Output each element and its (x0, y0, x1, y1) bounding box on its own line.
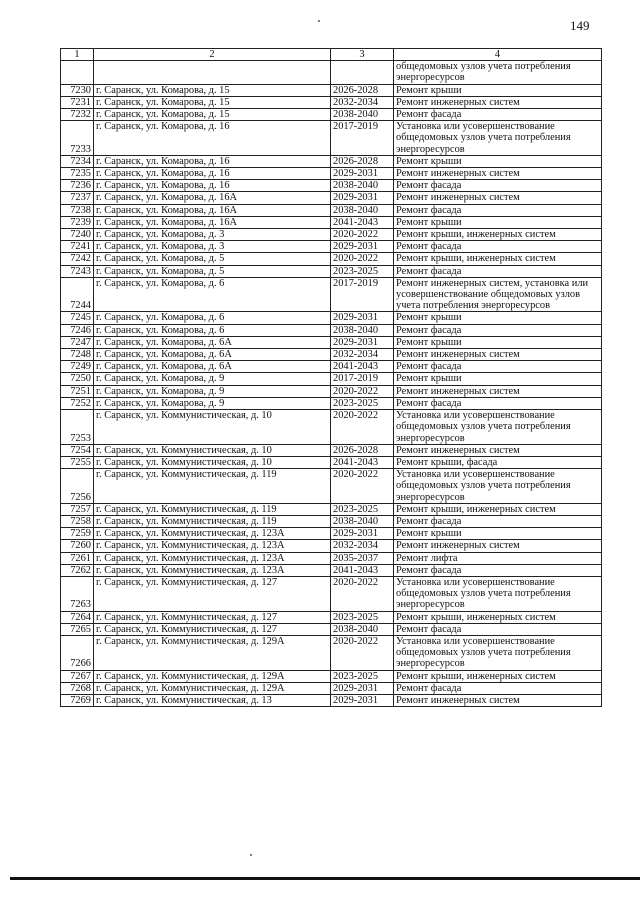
row-address: г. Саранск, ул. Коммунистическая, д. 119 (94, 515, 331, 527)
table-row (61, 312, 602, 324)
column-header-number: 1 (61, 49, 94, 61)
table-row (61, 540, 602, 552)
row-address: г. Саранск, ул. Коммунистическая, д. 127 (94, 576, 331, 611)
row-number: 7237 (61, 192, 94, 204)
table-row (61, 121, 602, 156)
table-row (61, 515, 602, 527)
table-row (61, 576, 602, 611)
row-address: г. Саранск, ул. Комарова, д. 16А (94, 192, 331, 204)
row-address: г. Саранск, ул. Коммунистическая, д. 10 (94, 444, 331, 456)
row-number: 7247 (61, 336, 94, 348)
row-period: 2026-2028 (331, 155, 394, 167)
row-period: 2032-2034 (331, 96, 394, 108)
row-period: 2023-2025 (331, 611, 394, 623)
table-row (61, 61, 602, 84)
row-number: 7248 (61, 349, 94, 361)
table-row (61, 277, 602, 312)
row-period: 2038-2040 (331, 180, 394, 192)
row-period: 2038-2040 (331, 109, 394, 121)
table-row (61, 670, 602, 682)
row-period: 2041-2043 (331, 361, 394, 373)
table-row (61, 96, 602, 108)
row-number: 7239 (61, 216, 94, 228)
row-work-type: Ремонт инженерных систем, установка или усовершенствование общедомовых узлов учета потребления энергоресурсов (394, 277, 602, 312)
row-period: 2023-2025 (331, 397, 394, 409)
row-number: 7252 (61, 397, 94, 409)
row-work-type: Ремонт фасада (394, 682, 602, 694)
column-header-period: 3 (331, 49, 394, 61)
row-period: 2029-2031 (331, 192, 394, 204)
row-work-type: Ремонт инженерных систем (394, 168, 602, 180)
row-address: г. Саранск, ул. Комарова, д. 9 (94, 385, 331, 397)
row-address: г. Саранск, ул. Комарова, д. 9 (94, 397, 331, 409)
row-period: 2026-2028 (331, 84, 394, 96)
row-number: 7266 (61, 635, 94, 670)
row-period: 2032-2034 (331, 540, 394, 552)
row-work-type: Ремонт инженерных систем (394, 694, 602, 706)
row-number: 7269 (61, 694, 94, 706)
row-work-type: Ремонт крыши (394, 216, 602, 228)
row-number: 7261 (61, 552, 94, 564)
row-period: 2038-2040 (331, 623, 394, 635)
row-number: 7265 (61, 623, 94, 635)
page-number: 149 (570, 18, 590, 33)
row-work-type: Ремонт крыши, инженерных систем (394, 229, 602, 241)
table-row (61, 324, 602, 336)
row-address: г. Саранск, ул. Комарова, д. 5 (94, 265, 331, 277)
table-row (61, 694, 602, 706)
row-address: г. Саранск, ул. Комарова, д. 15 (94, 84, 331, 96)
table-row (61, 611, 602, 623)
row-period: 2038-2040 (331, 324, 394, 336)
row-work-type: Установка или усовершенствование общедомовых узлов учета потребления энергоресурсов (394, 410, 602, 445)
row-period: 2017-2019 (331, 373, 394, 385)
row-period: 2020-2022 (331, 469, 394, 504)
table-row (61, 373, 602, 385)
table-row (61, 444, 602, 456)
row-number: 7236 (61, 180, 94, 192)
row-address: г. Саранск, ул. Коммунистическая, д. 119 (94, 469, 331, 504)
row-period: 2038-2040 (331, 204, 394, 216)
row-address: г. Саранск, ул. Комарова, д. 3 (94, 229, 331, 241)
row-number: 7231 (61, 96, 94, 108)
row-number: 7256 (61, 469, 94, 504)
table-row (61, 361, 602, 373)
row-period: 2023-2025 (331, 503, 394, 515)
row-period: 2029-2031 (331, 694, 394, 706)
row-work-type: Ремонт фасада (394, 515, 602, 527)
row-number: 7249 (61, 361, 94, 373)
row-address: г. Саранск, ул. Комарова, д. 6А (94, 361, 331, 373)
table-row (61, 168, 602, 180)
row-work-type: Ремонт крыши, инженерных систем (394, 670, 602, 682)
row-number: 7255 (61, 456, 94, 468)
row-number: 7268 (61, 682, 94, 694)
row-number: 7240 (61, 229, 94, 241)
row-number: 7232 (61, 109, 94, 121)
row-work-type: Ремонт крыши (394, 84, 602, 96)
row-period: 2023-2025 (331, 265, 394, 277)
row-address: г. Саранск, ул. Коммунистическая, д. 10 (94, 456, 331, 468)
table-row (61, 456, 602, 468)
table-row (61, 84, 602, 96)
row-address: г. Саранск, ул. Коммунистическая, д. 10 (94, 410, 331, 445)
row-address: г. Саранск, ул. Комарова, д. 9 (94, 373, 331, 385)
table-row (61, 623, 602, 635)
row-work-type: Ремонт фасада (394, 180, 602, 192)
row-period: 2020-2022 (331, 635, 394, 670)
row-work-type: Ремонт фасада (394, 241, 602, 253)
row-work-type: Ремонт крыши, инженерных систем (394, 611, 602, 623)
row-work-type: Ремонт инженерных систем (394, 385, 602, 397)
table-row (61, 410, 602, 445)
row-number: 7245 (61, 312, 94, 324)
table-row (61, 192, 602, 204)
table-row (61, 229, 602, 241)
row-period: 2029-2031 (331, 336, 394, 348)
row-work-type: Ремонт фасада (394, 204, 602, 216)
row-number: 7250 (61, 373, 94, 385)
row-address: г. Саранск, ул. Коммунистическая, д. 129А (94, 682, 331, 694)
row-work-type: Ремонт крыши, инженерных систем (394, 253, 602, 265)
row-period: 2020-2022 (331, 229, 394, 241)
row-work-type: Ремонт крыши (394, 373, 602, 385)
table-row (61, 180, 602, 192)
column-header-address: 2 (94, 49, 331, 61)
table-row (61, 155, 602, 167)
row-work-type: Ремонт фасада (394, 397, 602, 409)
table-row (61, 528, 602, 540)
row-address: г. Саранск, ул. Коммунистическая, д. 123А (94, 564, 331, 576)
table-row (61, 503, 602, 515)
row-period: 2017-2019 (331, 277, 394, 312)
row-address: г. Саранск, ул. Комарова, д. 6А (94, 349, 331, 361)
row-work-type: Ремонт инженерных систем (394, 96, 602, 108)
table-row (61, 265, 602, 277)
row-number (61, 61, 94, 84)
row-period: 2035-2037 (331, 552, 394, 564)
table-row (61, 349, 602, 361)
row-work-type: Ремонт крыши, инженерных систем (394, 503, 602, 515)
repair-schedule-table (60, 48, 602, 707)
row-work-type: Установка или усовершенствование общедомовых узлов учета потребления энергоресурсов (394, 469, 602, 504)
row-period: 2029-2031 (331, 312, 394, 324)
row-address: г. Саранск, ул. Коммунистическая, д. 129А (94, 635, 331, 670)
row-number: 7234 (61, 155, 94, 167)
row-address: г. Саранск, ул. Комарова, д. 5 (94, 253, 331, 265)
row-work-type: Установка или усовершенствование общедомовых узлов учета потребления энергоресурсов (394, 635, 602, 670)
table-row (61, 109, 602, 121)
row-address: г. Саранск, ул. Коммунистическая, д. 127 (94, 611, 331, 623)
row-address: г. Саранск, ул. Комарова, д. 6 (94, 324, 331, 336)
row-address: г. Саранск, ул. Комарова, д. 16 (94, 155, 331, 167)
row-number: 7233 (61, 121, 94, 156)
row-work-type: Ремонт крыши (394, 312, 602, 324)
row-period: 2023-2025 (331, 670, 394, 682)
row-work-type: Ремонт фасада (394, 324, 602, 336)
row-period: 2032-2034 (331, 349, 394, 361)
row-period: 2029-2031 (331, 682, 394, 694)
table-row (61, 682, 602, 694)
row-address: г. Саранск, ул. Коммунистическая, д. 127 (94, 623, 331, 635)
row-period: 2041-2043 (331, 564, 394, 576)
row-period: 2038-2040 (331, 515, 394, 527)
row-address: г. Саранск, ул. Комарова, д. 16А (94, 216, 331, 228)
table-row (61, 204, 602, 216)
scan-bottom-edge (10, 877, 640, 880)
row-address: г. Саранск, ул. Комарова, д. 16 (94, 168, 331, 180)
row-work-type: общедомовых узлов учета потребления энергоресурсов (394, 61, 602, 84)
row-address: г. Саранск, ул. Комарова, д. 16 (94, 121, 331, 156)
row-work-type: Ремонт инженерных систем (394, 444, 602, 456)
scan-speck (250, 854, 252, 856)
table-row (61, 253, 602, 265)
row-work-type: Ремонт фасада (394, 265, 602, 277)
row-number: 7251 (61, 385, 94, 397)
row-number: 7230 (61, 84, 94, 96)
row-number: 7246 (61, 324, 94, 336)
row-address: г. Саранск, ул. Комарова, д. 3 (94, 241, 331, 253)
row-address: г. Саранск, ул. Комарова, д. 6А (94, 336, 331, 348)
row-work-type: Установка или усовершенствование общедомовых узлов учета потребления энергоресурсов (394, 121, 602, 156)
row-work-type: Ремонт инженерных систем (394, 349, 602, 361)
table-row (61, 216, 602, 228)
row-number: 7258 (61, 515, 94, 527)
row-period: 2020-2022 (331, 576, 394, 611)
row-period: 2029-2031 (331, 528, 394, 540)
row-period: 2017-2019 (331, 121, 394, 156)
row-work-type: Ремонт фасада (394, 564, 602, 576)
row-period: 2020-2022 (331, 253, 394, 265)
row-work-type: Ремонт фасада (394, 623, 602, 635)
row-work-type: Ремонт крыши (394, 336, 602, 348)
table-row (61, 336, 602, 348)
table-row (61, 241, 602, 253)
row-period: 2026-2028 (331, 444, 394, 456)
row-number: 7260 (61, 540, 94, 552)
row-address: г. Саранск, ул. Комарова, д. 6 (94, 312, 331, 324)
row-number: 7241 (61, 241, 94, 253)
row-number: 7257 (61, 503, 94, 515)
row-work-type: Установка или усовершенствование общедомовых узлов учета потребления энергоресурсов (394, 576, 602, 611)
row-address: г. Саранск, ул. Комарова, д. 15 (94, 96, 331, 108)
row-number: 7244 (61, 277, 94, 312)
row-address: г. Саранск, ул. Коммунистическая, д. 123А (94, 552, 331, 564)
row-address: г. Саранск, ул. Комарова, д. 6 (94, 277, 331, 312)
row-work-type: Ремонт крыши (394, 528, 602, 540)
row-number: 7267 (61, 670, 94, 682)
table-row (61, 385, 602, 397)
row-work-type: Ремонт крыши (394, 155, 602, 167)
table-header-row (61, 49, 602, 61)
scan-speck (318, 20, 320, 22)
row-work-type: Ремонт фасада (394, 109, 602, 121)
table-row (61, 635, 602, 670)
row-work-type: Ремонт крыши, фасада (394, 456, 602, 468)
row-number: 7254 (61, 444, 94, 456)
table-row (61, 469, 602, 504)
row-period (331, 61, 394, 84)
row-work-type: Ремонт инженерных систем (394, 192, 602, 204)
table-row (61, 397, 602, 409)
row-work-type: Ремонт фасада (394, 361, 602, 373)
row-address: г. Саранск, ул. Коммунистическая, д. 123А (94, 528, 331, 540)
row-number: 7262 (61, 564, 94, 576)
row-work-type: Ремонт лифта (394, 552, 602, 564)
row-number: 7259 (61, 528, 94, 540)
row-number: 7263 (61, 576, 94, 611)
row-address: г. Саранск, ул. Комарова, д. 15 (94, 109, 331, 121)
table-row (61, 552, 602, 564)
row-address (94, 61, 331, 84)
row-number: 7243 (61, 265, 94, 277)
row-number: 7264 (61, 611, 94, 623)
column-header-work: 4 (394, 49, 602, 61)
row-number: 7242 (61, 253, 94, 265)
row-period: 2041-2043 (331, 456, 394, 468)
row-address: г. Саранск, ул. Коммунистическая, д. 119 (94, 503, 331, 515)
row-number: 7253 (61, 410, 94, 445)
row-work-type: Ремонт инженерных систем (394, 540, 602, 552)
row-period: 2041-2043 (331, 216, 394, 228)
table-row (61, 564, 602, 576)
row-period: 2020-2022 (331, 410, 394, 445)
row-number: 7238 (61, 204, 94, 216)
row-address: г. Саранск, ул. Комарова, д. 16А (94, 204, 331, 216)
row-period: 2020-2022 (331, 385, 394, 397)
row-period: 2029-2031 (331, 241, 394, 253)
row-address: г. Саранск, ул. Коммунистическая, д. 13 (94, 694, 331, 706)
row-address: г. Саранск, ул. Комарова, д. 16 (94, 180, 331, 192)
row-address: г. Саранск, ул. Коммунистическая, д. 123А (94, 540, 331, 552)
row-period: 2029-2031 (331, 168, 394, 180)
row-address: г. Саранск, ул. Коммунистическая, д. 129А (94, 670, 331, 682)
row-number: 7235 (61, 168, 94, 180)
